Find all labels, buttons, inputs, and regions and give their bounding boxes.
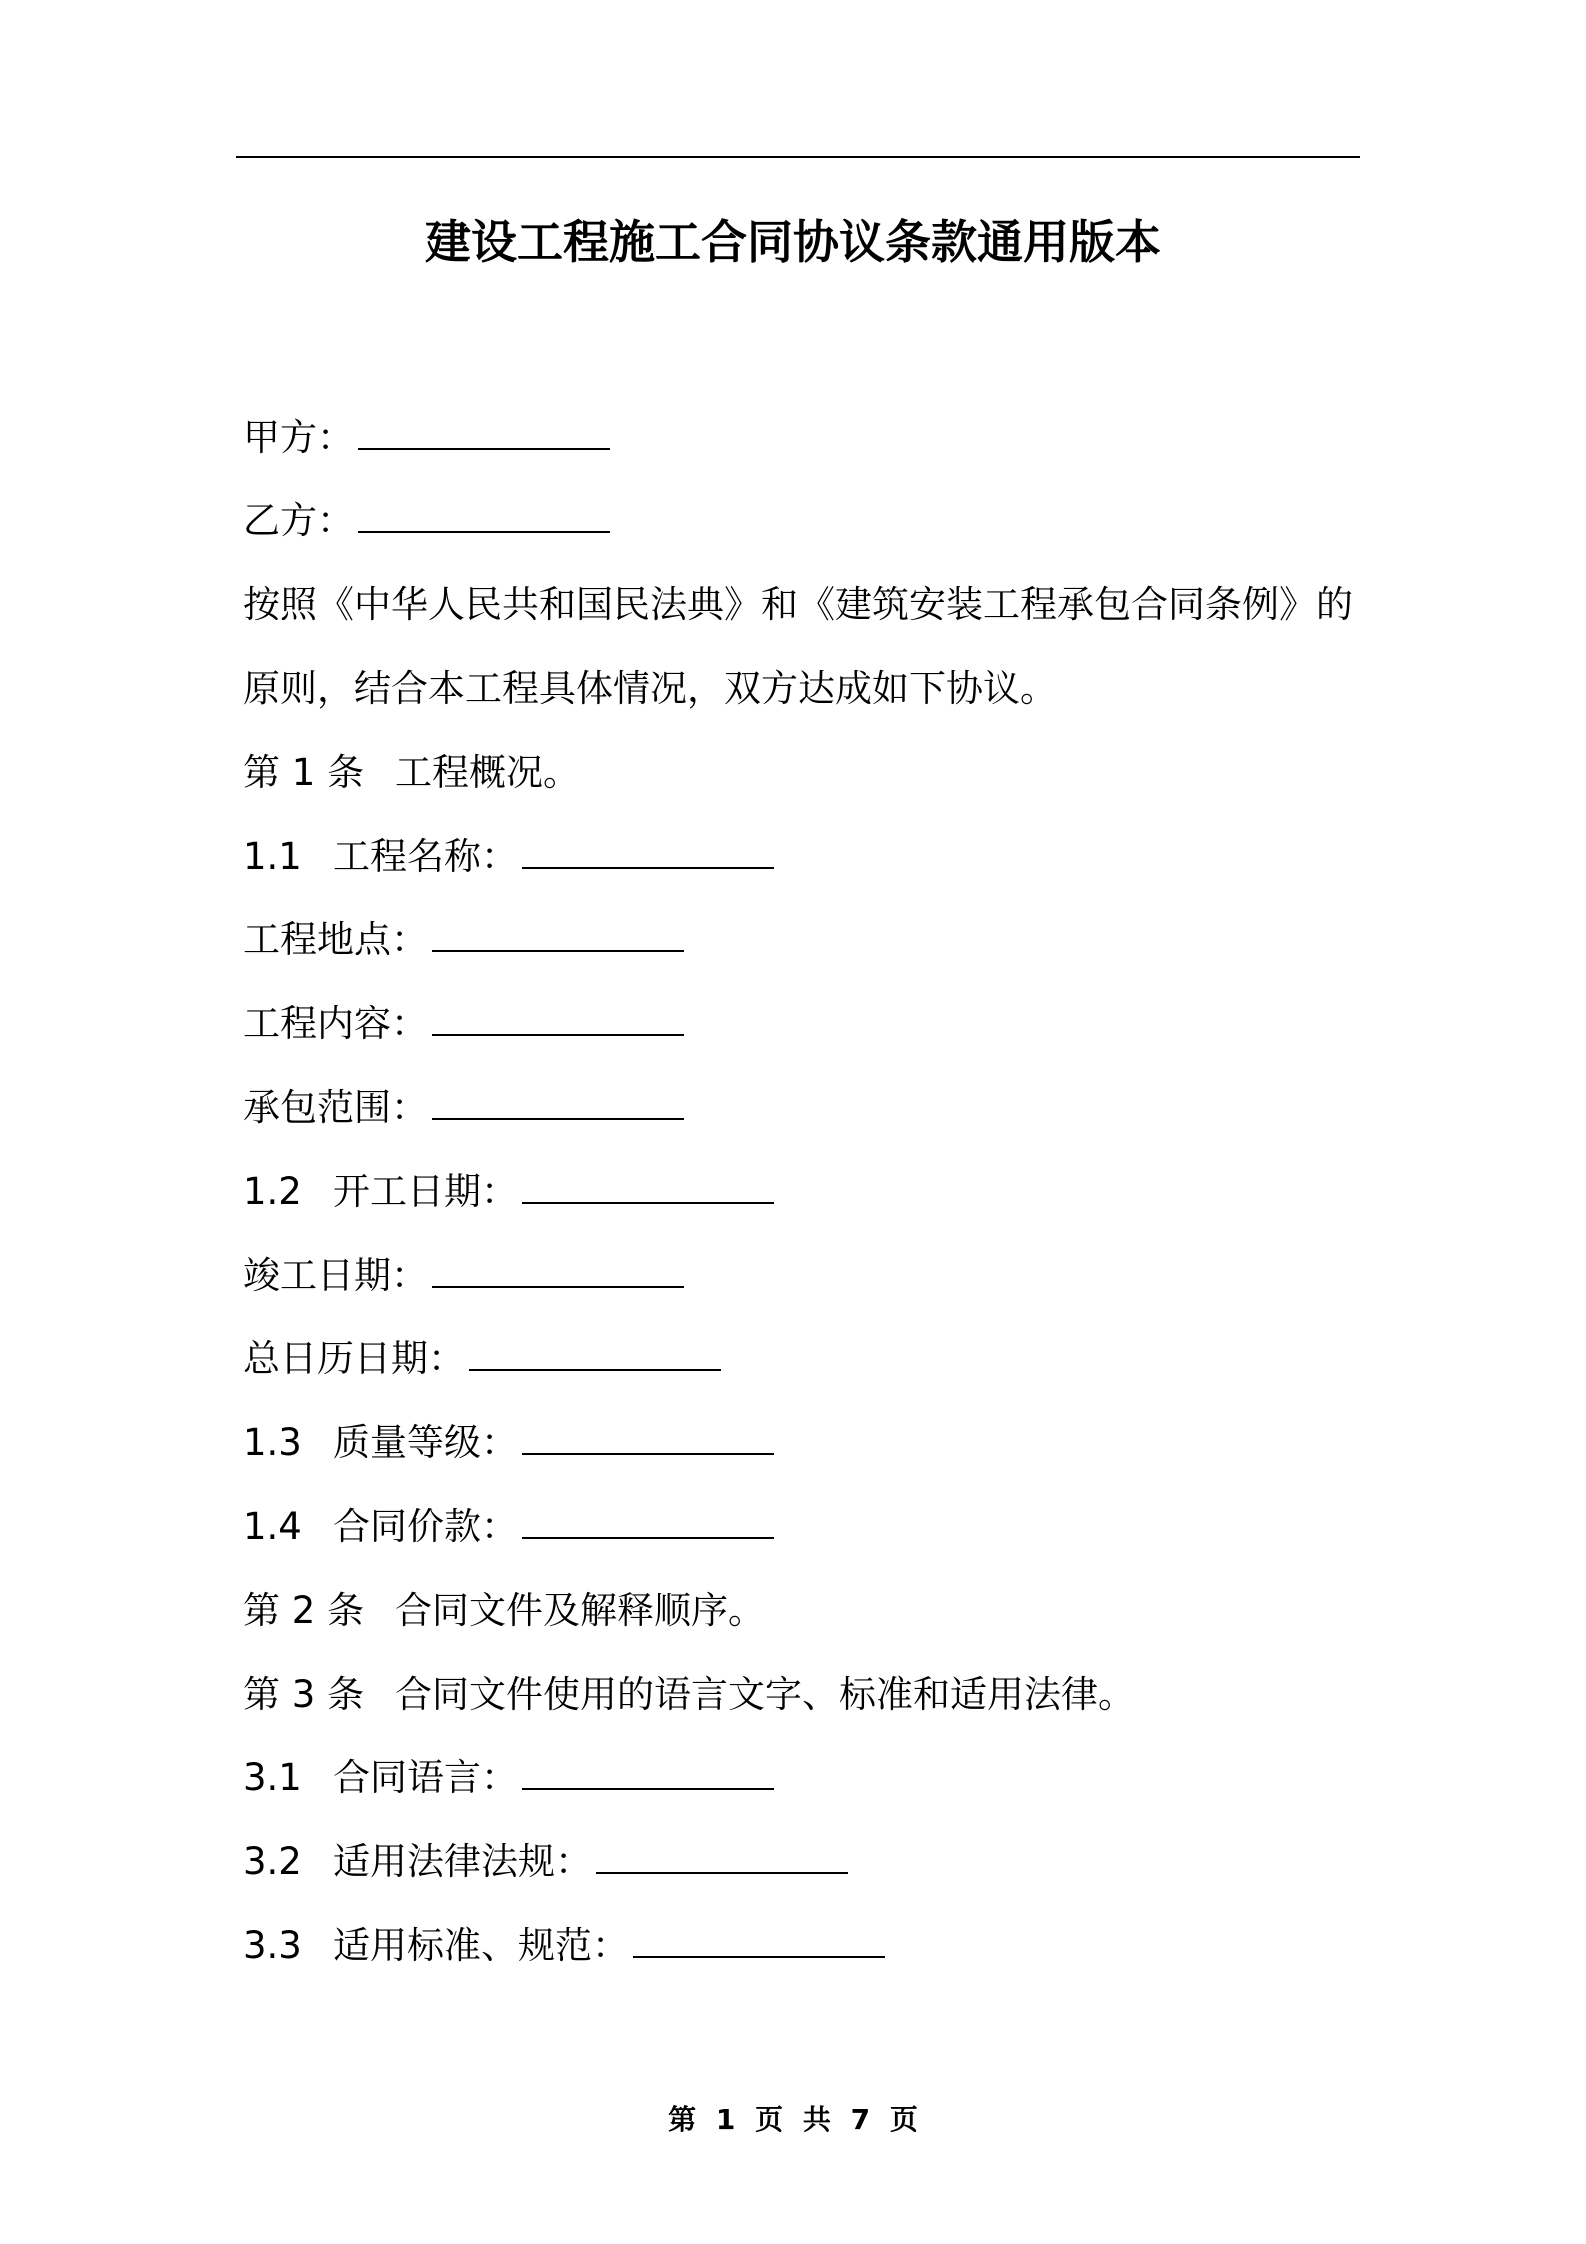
item-1-3-number: 1.3 xyxy=(243,1421,302,1464)
item-1-1-number: 1.1 xyxy=(243,835,302,878)
item-1-4-number: 1.4 xyxy=(243,1505,302,1548)
project-content-label: 工程内容： xyxy=(243,1002,428,1045)
article-1-title: 工程概况。 xyxy=(395,751,580,794)
quality-grade-blank xyxy=(522,1451,774,1455)
item-3-1-line xyxy=(243,1750,774,1806)
completion-date-blank xyxy=(432,1284,684,1288)
project-content-blank xyxy=(432,1032,684,1036)
project-site-label: 工程地点： xyxy=(243,918,428,961)
quality-grade-label: 质量等级： xyxy=(333,1421,518,1464)
party-a-line xyxy=(243,410,610,466)
party-a-label: 甲方： xyxy=(243,416,354,459)
item-3-2-number: 3.2 xyxy=(243,1840,302,1883)
start-date-label: 开工日期： xyxy=(333,1170,518,1213)
party-b-label: 乙方： xyxy=(243,499,354,542)
contract-language-blank xyxy=(522,1786,774,1790)
start-date-blank xyxy=(522,1200,774,1204)
item-3-3-line xyxy=(243,1918,885,1974)
party-b-line xyxy=(243,493,610,549)
contract-price-blank xyxy=(522,1535,774,1539)
article-1-number: 第 1 条 xyxy=(243,751,365,794)
applicable-laws-label: 适用法律法规： xyxy=(333,1840,592,1883)
item-1-3-line xyxy=(243,1415,774,1471)
contract-scope-blank xyxy=(432,1116,684,1120)
project-site-line xyxy=(243,912,684,968)
document-title: 建设工程施工合同协议条款通用版本 xyxy=(425,215,1161,269)
contract-language-label: 合同语言： xyxy=(333,1756,518,1799)
applicable-laws-blank xyxy=(596,1870,848,1874)
item-1-2-line xyxy=(243,1164,774,1220)
intro-paragraph-line-1: 按照《中华人民共和国民法典》和《建筑安装工程承包合同条例》的 xyxy=(243,583,1353,626)
article-2-title: 合同文件及解释顺序。 xyxy=(395,1589,765,1632)
item-1-1-line xyxy=(243,829,774,885)
total-calendar-days-line xyxy=(243,1331,721,1387)
project-name-blank xyxy=(522,865,774,869)
applicable-standards-blank xyxy=(633,1954,885,1958)
intro-paragraph-line-2: 原则，结合本工程具体情况，双方达成如下协议。 xyxy=(243,667,1057,710)
item-1-2-number: 1.2 xyxy=(243,1170,302,1213)
party-b-blank xyxy=(358,529,610,533)
article-3-title: 合同文件使用的语言文字、标准和适用法律。 xyxy=(395,1673,1135,1716)
total-calendar-days-label: 总日历日期： xyxy=(243,1337,465,1380)
header-rule xyxy=(236,156,1360,158)
total-calendar-days-blank xyxy=(469,1367,721,1371)
article-3-heading xyxy=(243,1667,1135,1723)
item-3-2-line xyxy=(243,1834,848,1890)
project-content-line xyxy=(243,996,684,1052)
page-number-footer: 第 1 页 共 7 页 xyxy=(668,2103,918,2136)
applicable-standards-label: 适用标准、规范： xyxy=(333,1924,629,1967)
item-3-1-number: 3.1 xyxy=(243,1756,302,1799)
completion-date-line xyxy=(243,1248,684,1304)
article-1-heading xyxy=(243,745,580,801)
article-2-number: 第 2 条 xyxy=(243,1589,365,1632)
project-name-label: 工程名称： xyxy=(333,835,518,878)
contract-scope-line xyxy=(243,1080,684,1136)
item-3-3-number: 3.3 xyxy=(243,1924,302,1967)
project-site-blank xyxy=(432,948,684,952)
article-2-heading xyxy=(243,1583,765,1639)
contract-scope-label: 承包范围： xyxy=(243,1086,428,1129)
article-3-number: 第 3 条 xyxy=(243,1673,365,1716)
contract-price-label: 合同价款： xyxy=(333,1505,518,1548)
item-1-4-line xyxy=(243,1499,774,1555)
party-a-blank xyxy=(358,446,610,450)
completion-date-label: 竣工日期： xyxy=(243,1254,428,1297)
